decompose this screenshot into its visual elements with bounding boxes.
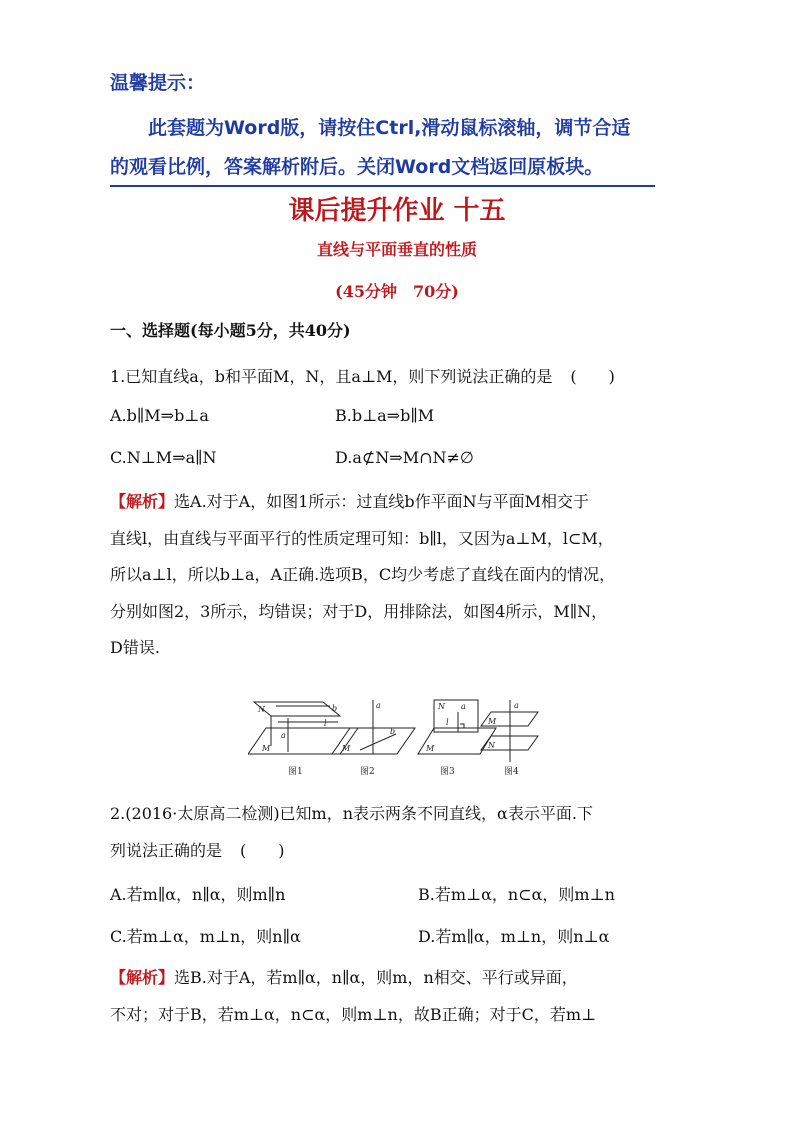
q2-stem-line-2: 列说法正确的是 ( ) [110,833,685,870]
q1-stem [110,364,615,387]
q1-analysis-line-3: 所以a⊥l，所以b⊥a，A正确.选项B，C均少考虑了直线在面内的情况， [110,565,616,584]
figure-2-caption: 图2 [360,767,375,777]
q1-option-a: A.b∥M⇒b⊥a [110,406,209,425]
q2-analysis [110,960,685,1033]
tip-title: 温馨提示： [110,72,206,94]
q1-analysis-line-5: D错误. [110,638,160,657]
fig3-label-a: a [461,702,466,711]
fig3-label-M: M [426,744,435,753]
q2-option-d: D.若m∥α，m⊥n，则n⊥α [418,927,610,946]
q1-option-b: B.b⊥a⇒b∥M [335,406,435,425]
page-subtitle: 直线与平面垂直的性质 [316,240,477,259]
fig1-label-M: M [262,744,271,753]
analysis-tag: 【解析】 [110,492,175,511]
figure-3-caption: 图3 [440,767,455,777]
q1-answer-paren: ( ) [570,367,615,386]
fig3-label-N: N [438,702,445,711]
fig1-label-a: a [281,731,286,740]
page-title: 课后提升作业 十五 [288,196,506,226]
fig1-label-N: N [258,705,265,714]
fig1-label-l: l [324,719,327,728]
q1-option-c: C.N⊥M⇒a∥N [110,448,217,467]
tip-body [110,108,685,187]
figures [248,696,558,780]
q2-option-b: B.若m⊥α，n⊂α，则m⊥n [418,885,615,904]
fig1-label-b: b [332,704,338,713]
q2-analysis-line-2: 不对；对于B，若m⊥α，n⊂α，则m⊥n，故B正确；对于C，若m⊥ [110,1004,597,1024]
fig2-label-b: b [390,727,396,736]
fig2-label-a: a [376,701,381,710]
q2-stem-line-1: 2.(2016·太原高二检测)已知m，n表示两条不同直线，α表示平面.下 [110,804,593,823]
figure-4 [481,700,538,762]
q1-analysis [110,484,685,667]
q2-analysis-line-1: 【解析】选B.对于A，若m∥α，n∥α，则m，n相交、平行或异面， [110,968,578,987]
section-heading: 一、选择题(每小题5分，共40分) [110,321,351,340]
q1-analysis-line-2: 直线l，由直线与平面平行的性质定理可知：b∥l，又因为a⊥M，l⊂M， [110,528,614,548]
q1-option-d: D.a⊄N⇒M∩N≠∅ [335,448,474,467]
q1-analysis-line-1: 【解析】选A.对于A，如图1所示：过直线b作平面N与平面M相交于 [110,492,590,511]
q1-analysis-line-4: 分别如图2，3所示，均错误；对于D，用排除法，如图4所示，M∥N， [110,601,608,621]
figure-1-caption: 图1 [288,767,303,777]
fig4-label-a: a [514,701,519,710]
tip-line-1: 此套题为Word版，请按住Ctrl,滑动鼠标滚轴，调节合适 [148,117,631,139]
q2-option-c: C.若m⊥α，m⊥n，则n∥α [110,927,301,946]
q2-stem [110,796,685,869]
analysis-tag: 【解析】 [110,968,175,987]
fig3-label-l: l [446,718,449,727]
fig2-label-M: M [342,744,351,753]
q2-answer-paren: ( ) [240,840,285,860]
figure-4-caption: 图4 [504,767,519,777]
tip-line-2: 的观看比例，答案解析附后。关闭Word文档返回原板块。 [110,149,655,187]
fig4-label-M: M [488,717,497,726]
timing: (45分钟 70分) [335,282,459,301]
q1-stem-text: 1.已知直线a，b和平面M，N，且a⊥M，则下列说法正确的是 [110,367,553,386]
q2-option-a: A.若m∥α，n∥α，则m∥n [110,885,286,904]
fig4-label-N: N [488,741,495,750]
